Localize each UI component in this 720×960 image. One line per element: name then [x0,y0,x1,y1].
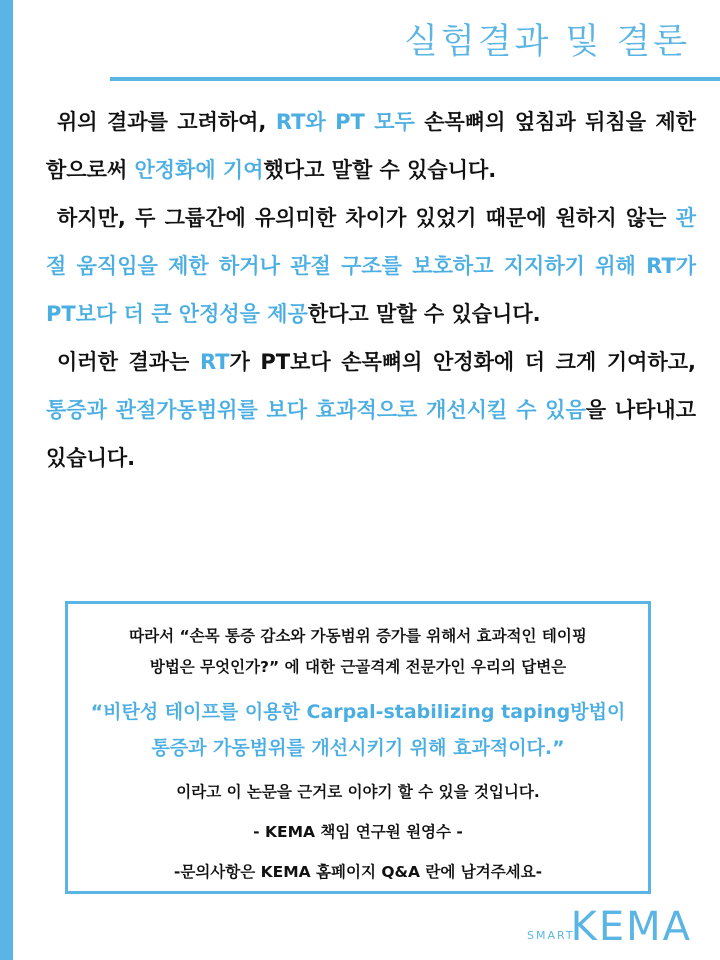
highlighted-text: 관절 움직임을 제한 하거나 관절 구조를 보호하고 지지하기 위해 RT가 PT보다 더 큰 안정성을 제공 [46,206,696,326]
title-underline [110,77,720,81]
highlighted-text: 안정화에 기여 [134,158,264,182]
box-line-3: 이라고 이 논문을 근거로 이야기 할 수 있을 것입니다. [176,783,540,801]
page-title: 실험결과 및 결론 [404,22,690,62]
text-segment: 했다고 말할 수 있습니다. [263,158,497,182]
text-segment: 위의 결과를 고려하여, [57,110,276,134]
body-text [46,98,696,482]
box-author: - KEMA 책임 연구원 원영수 - [253,823,463,841]
text-segment: 한다고 말할 수 있습니다. [307,302,541,326]
highlighted-text: 통증과 관절가동범위를 보다 효과적으로 개선시킬 수 있음 [46,398,586,422]
logo-kema-text: KEMA [570,904,692,950]
conclusion-box [65,601,651,894]
text-segment: 이러한 결과는 [57,350,200,374]
box-quote-1: “비탄성 테이프를 이용한 Carpal-stabilizing taping방법이 [90,701,626,723]
logo-smart-text: SMART [527,929,575,942]
paragraph-1 [46,98,696,194]
text-segment: 을 나타내고 있습니다. [46,398,696,470]
paragraph-2 [46,194,696,338]
highlighted-text: RT와 PT 모두 [275,110,415,134]
paragraph-3 [46,338,696,482]
box-contact: -문의사항은 KEMA 홈페이지 Q&A 란에 남겨주세요- [173,863,543,881]
text-segment: 하지만, 두 그룹간에 유의미한 차이가 있었기 때문에 원하지 않는 [57,206,676,230]
highlighted-text: RT [199,350,230,374]
text-segment: 손목뼈의 엎침과 뒤침을 제한함으로써 [46,110,696,182]
box-quote-2: 통증과 가동범위를 개선시키기 위해 효과적이다.” [151,737,565,759]
box-line-2: 방법은 무엇인가?” 에 대한 근골격계 전문가인 우리의 답변은 [149,658,567,676]
box-line-1: 따라서 “손목 통증 감소와 가동범위 증가를 위해서 효과적인 테이핑 [129,627,587,645]
text-segment: 가 PT보다 손목뼈의 안정화에 더 크게 기여하고, [229,350,696,374]
left-accent-bar [0,0,13,960]
kema-logo [527,900,692,950]
